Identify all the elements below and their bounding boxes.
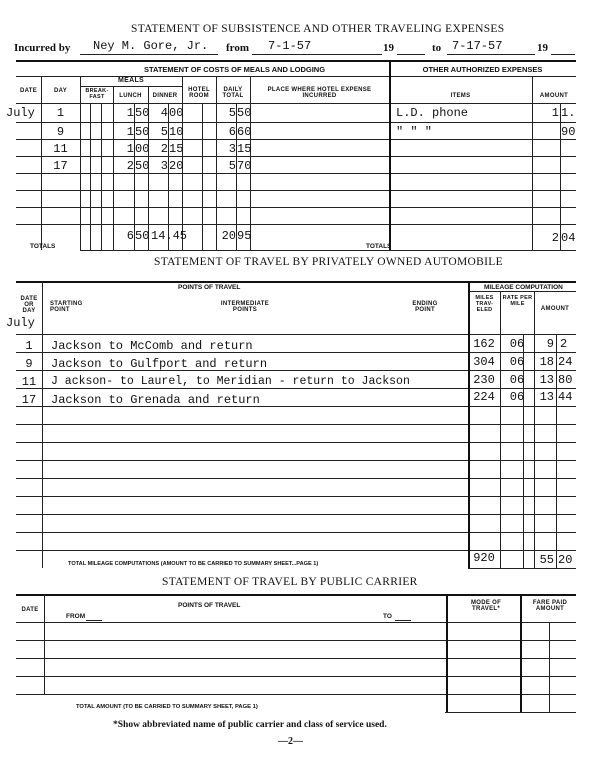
auto-amount-dollars: 13 xyxy=(539,373,554,387)
meals-totals-label: TOTALS xyxy=(30,243,56,250)
daily-cents: 70 xyxy=(237,159,252,173)
auto-route: J ackson- to Laurel, to Meridian - return to Jackson xyxy=(51,375,410,388)
lunch-dollars: 2 xyxy=(126,159,134,173)
col-amount: AMOUNT xyxy=(539,93,569,99)
auto-col-intermediate: INTERMEDIATE POINTS xyxy=(220,301,270,313)
to-date: 7-17-57 xyxy=(452,39,503,53)
col-meals: MEALS xyxy=(118,77,144,84)
meal-day: 17 xyxy=(53,159,68,173)
page-number: —2— xyxy=(278,736,303,747)
footnote: *Show abbreviated name of public carrier and class of service used. xyxy=(113,720,387,730)
auto-rate: 06 xyxy=(509,373,525,387)
daily-dollars: 6 xyxy=(228,125,236,139)
auto-col-miles: MILES TRAV-ELED xyxy=(475,295,494,313)
auto-amount-dollars: 13 xyxy=(539,390,554,404)
incurred-by-value: Ney M. Gore, Jr. xyxy=(93,39,209,53)
auto-amount-dollars: 9 xyxy=(546,337,554,351)
dinner-dollars: 2 xyxy=(160,142,168,156)
public-col-mode: MODE OF TRAVEL* xyxy=(470,600,502,612)
daily-dollars: 3 xyxy=(228,142,236,156)
from-label: from xyxy=(226,42,250,54)
incurred-by-label: Incurred by xyxy=(14,42,71,54)
total-daily-dollars: 20 xyxy=(221,229,236,243)
daily-dollars: 5 xyxy=(228,159,236,173)
daily-cents: 15 xyxy=(237,142,252,156)
auto-col-rate: RATE PER MILE xyxy=(502,295,533,307)
year-label-2: 19 xyxy=(537,42,548,54)
auto-total-miles: 920 xyxy=(473,551,495,565)
lunch-dollars: 1 xyxy=(126,125,134,139)
expense-cents: 90 xyxy=(561,125,576,139)
total-lunch-cents: 50 xyxy=(135,229,150,243)
total-daily-cents: 95 xyxy=(237,229,252,243)
auto-total-label: TOTAL MILEAGE COMPUTATIONS (AMOUNT TO BE CARRIED TO SUMMARY SHEET...PAGE 1) xyxy=(68,561,319,567)
lunch-dollars: 1 xyxy=(126,106,134,120)
meals-section-title: STATEMENT OF COSTS OF MEALS AND LODGING xyxy=(143,65,326,74)
auto-col-end: ENDING POINT xyxy=(412,301,438,313)
other-expenses-title: OTHER AUTHORIZED EXPENSES xyxy=(422,65,543,74)
public-to-label: TO xyxy=(383,613,392,620)
auto-day: 1 xyxy=(25,339,33,353)
total-dinner: 14.45 xyxy=(151,229,188,243)
auto-points-title: POINTS OF TRAVEL xyxy=(178,284,241,291)
auto-section-title: STATEMENT OF TRAVEL BY PRIVATELY OWNED AUTOMOBILE xyxy=(154,256,503,268)
col-hotel-room: HOTEL ROOM xyxy=(188,87,210,99)
auto-amount-cents: 24 xyxy=(558,355,573,369)
expense-dollars: 1 xyxy=(551,106,559,120)
lunch-cents: 50 xyxy=(135,125,150,139)
from-date: 7-1-57 xyxy=(268,39,312,53)
auto-day: 11 xyxy=(21,375,37,389)
total-lunch-dollars: 6 xyxy=(126,229,134,243)
auto-miles: 162 xyxy=(473,337,495,351)
daily-dollars: 5 xyxy=(228,106,236,120)
col-daily-total: DAILY TOTAL xyxy=(222,87,244,99)
auto-amount-cents: 2 xyxy=(560,337,568,351)
auto-col-start: STARTING POINT xyxy=(50,301,83,313)
col-dinner: DINNER xyxy=(152,93,178,99)
auto-rate: 06 xyxy=(509,390,525,404)
dinner-cents: 00 xyxy=(169,106,184,120)
expense-item: L.D. phone xyxy=(396,106,469,120)
auto-day: 17 xyxy=(21,393,37,407)
auto-amount-cents: 80 xyxy=(558,373,573,387)
public-total-label: TOTAL AMOUNT (TO BE CARRIED TO SUMMARY SHEET, PAGE 1) xyxy=(76,704,258,710)
col-date: DATE xyxy=(19,88,38,94)
col-items: ITEMS xyxy=(450,93,471,99)
auto-amount-cents: 44 xyxy=(558,390,573,404)
auto-day: 9 xyxy=(25,357,33,371)
auto-route: Jackson to McComb and return xyxy=(51,339,253,353)
col-breakfast: BREAK-FAST xyxy=(85,88,109,100)
year-label-1: 19 xyxy=(383,42,394,54)
auto-total-dollars: 55 xyxy=(539,553,554,567)
public-section-title: STATEMENT OF TRAVEL BY PUBLIC CARRIER xyxy=(162,576,418,588)
dinner-cents: 10 xyxy=(169,125,184,139)
auto-miles: 230 xyxy=(473,373,495,387)
lunch-dollars: 1 xyxy=(126,142,134,156)
total-expense-dollars: 2 xyxy=(551,231,559,245)
daily-cents: 50 xyxy=(237,106,252,120)
auto-route: Jackson to Grenada and return xyxy=(51,393,260,407)
lunch-cents: 00 xyxy=(135,142,150,156)
lunch-cents: 50 xyxy=(135,106,150,120)
dinner-dollars: 4 xyxy=(160,106,168,120)
auto-miles: 224 xyxy=(473,390,495,404)
total-expense-cents: 04 xyxy=(561,231,576,245)
auto-route: Jackson to Gulfport and return xyxy=(51,357,268,371)
meals-month: July xyxy=(6,106,35,120)
meal-day: 1 xyxy=(56,106,65,120)
public-col-date: DATE xyxy=(21,607,39,613)
auto-col-amount: AMOUNT xyxy=(540,306,570,312)
dinner-dollars: 3 xyxy=(160,159,168,173)
dinner-cents: 15 xyxy=(169,142,184,156)
auto-amount-dollars: 18 xyxy=(539,355,554,369)
auto-month: July xyxy=(6,316,35,330)
daily-cents: 60 xyxy=(237,125,252,139)
expense-cents: 1. xyxy=(561,106,576,120)
form-title: STATEMENT OF SUBSISTENCE AND OTHER TRAVELING EXPENSES xyxy=(131,23,505,35)
mileage-title: MILEAGE COMPUTATION xyxy=(484,284,563,291)
public-col-fare: FARE PAID AMOUNT xyxy=(532,600,568,612)
col-lunch: LUNCH xyxy=(119,93,142,99)
auto-miles: 304 xyxy=(473,355,495,369)
auto-total-cents: 20 xyxy=(558,553,573,567)
auto-rate: 06 xyxy=(509,355,525,369)
expense-item: " " " xyxy=(396,125,433,139)
dinner-cents: 20 xyxy=(169,159,184,173)
other-totals-label: TOTALS xyxy=(366,243,392,250)
auto-col-date: DATE OR DAY xyxy=(20,296,38,314)
dinner-dollars: 5 xyxy=(160,125,168,139)
meal-day: 11 xyxy=(53,142,68,156)
auto-rate: 06 xyxy=(509,337,525,351)
public-points-title: POINTS OF TRAVEL xyxy=(178,602,241,609)
col-day: DAY xyxy=(53,88,68,94)
meal-day: 9 xyxy=(56,125,65,139)
to-label: to xyxy=(432,42,442,54)
public-from-label: FROM xyxy=(66,613,86,620)
col-place: PLACE WHERE HOTEL EXPENSE INCURRED xyxy=(267,87,372,99)
lunch-cents: 50 xyxy=(135,159,150,173)
